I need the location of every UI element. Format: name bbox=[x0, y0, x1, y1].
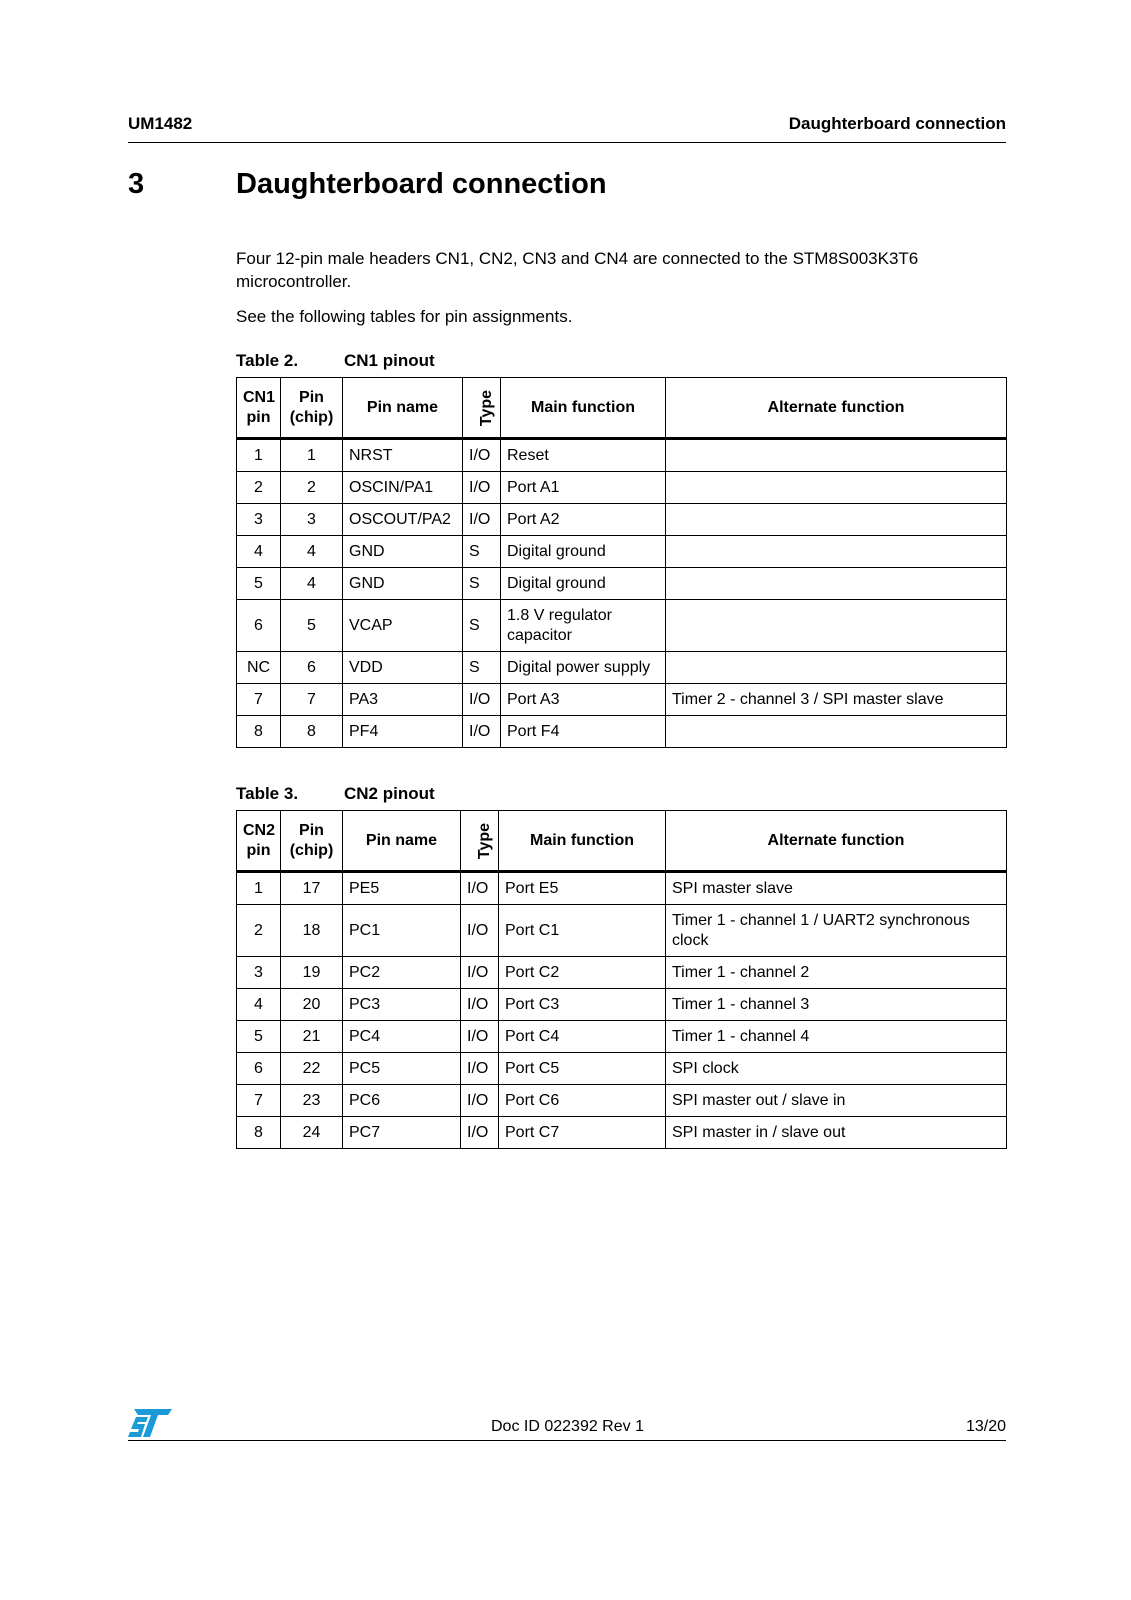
header-pin-chip: Pin (chip) bbox=[281, 378, 343, 439]
cell-main-function: Port C3 bbox=[499, 989, 666, 1021]
cell-main-function: Port C7 bbox=[499, 1117, 666, 1149]
cell-pin-name: NRST bbox=[343, 439, 463, 472]
cell-pin-name: PC4 bbox=[343, 1021, 461, 1053]
cell-pin-chip: 6 bbox=[281, 652, 343, 684]
table-header-row bbox=[237, 378, 1007, 439]
cell-main-function: Port A3 bbox=[501, 684, 666, 716]
table-caption-title: CN2 pinout bbox=[344, 784, 435, 803]
cell-cn-pin: 1 bbox=[237, 872, 281, 905]
header-type bbox=[463, 378, 501, 439]
cell-type: S bbox=[463, 600, 501, 652]
cell-pin-name: PC1 bbox=[343, 905, 461, 957]
table-caption-title: CN1 pinout bbox=[344, 351, 435, 370]
cell-pin-name: OSCIN/PA1 bbox=[343, 472, 463, 504]
table-row bbox=[237, 600, 1007, 652]
cn2-pinout-table bbox=[236, 810, 1007, 1149]
cell-type: I/O bbox=[461, 989, 499, 1021]
cell-type: I/O bbox=[463, 504, 501, 536]
cell-main-function: Digital power supply bbox=[501, 652, 666, 684]
cell-cn-pin: 3 bbox=[237, 957, 281, 989]
cell-cn-pin: 4 bbox=[237, 989, 281, 1021]
cell-pin-name: PC7 bbox=[343, 1117, 461, 1149]
cell-alternate-function: SPI master out / slave in bbox=[666, 1085, 1007, 1117]
cell-alternate-function bbox=[666, 600, 1007, 652]
cell-cn-pin: 2 bbox=[237, 472, 281, 504]
table-header-row bbox=[237, 811, 1007, 872]
header-type-label: Type bbox=[476, 822, 494, 859]
table-row bbox=[237, 872, 1007, 905]
cell-type: I/O bbox=[461, 1085, 499, 1117]
cell-alternate-function bbox=[666, 716, 1007, 748]
header-main-function: Main function bbox=[501, 378, 666, 439]
cell-type: I/O bbox=[461, 957, 499, 989]
header-main-function: Main function bbox=[499, 811, 666, 872]
cell-pin-name: GND bbox=[343, 568, 463, 600]
cell-pin-name: PE5 bbox=[343, 872, 461, 905]
cell-pin-name: VDD bbox=[343, 652, 463, 684]
cell-cn-pin: 2 bbox=[237, 905, 281, 957]
cell-pin-chip: 23 bbox=[281, 1085, 343, 1117]
cell-pin-chip: 2 bbox=[281, 472, 343, 504]
cell-alternate-function: Timer 1 - channel 3 bbox=[666, 989, 1007, 1021]
cell-type: I/O bbox=[463, 472, 501, 504]
table-caption-cn1 bbox=[236, 351, 435, 371]
table-row bbox=[237, 905, 1007, 957]
cell-pin-chip: 21 bbox=[281, 1021, 343, 1053]
table-row bbox=[237, 1021, 1007, 1053]
cell-cn-pin: 5 bbox=[237, 1021, 281, 1053]
header-alternate-function: Alternate function bbox=[666, 378, 1007, 439]
cell-pin-chip: 8 bbox=[281, 716, 343, 748]
cell-pin-chip: 18 bbox=[281, 905, 343, 957]
doc-id-text: Doc ID 022392 Rev 1 bbox=[491, 1418, 644, 1435]
cell-cn-pin: 5 bbox=[237, 568, 281, 600]
cell-pin-chip: 7 bbox=[281, 684, 343, 716]
header-alternate-function: Alternate function bbox=[666, 811, 1007, 872]
cell-cn-pin: NC bbox=[237, 652, 281, 684]
header-cn-pin: CN1 pin bbox=[237, 378, 281, 439]
table-row bbox=[237, 1117, 1007, 1149]
cell-alternate-function: SPI clock bbox=[666, 1053, 1007, 1085]
cell-alternate-function bbox=[666, 568, 1007, 600]
page-header bbox=[128, 110, 1006, 143]
header-cn-pin: CN2 pin bbox=[237, 811, 281, 872]
cell-main-function: Port F4 bbox=[501, 716, 666, 748]
cell-type: S bbox=[463, 568, 501, 600]
doc-id bbox=[0, 1418, 1131, 1436]
cell-type: I/O bbox=[461, 1021, 499, 1053]
cell-main-function: Port C4 bbox=[499, 1021, 666, 1053]
cell-main-function: Digital ground bbox=[501, 536, 666, 568]
table-caption-number: Table 2. bbox=[236, 351, 299, 370]
cell-main-function: 1.8 V regulator capacitor bbox=[501, 600, 666, 652]
cell-cn-pin: 7 bbox=[237, 1085, 281, 1117]
table-row bbox=[237, 989, 1007, 1021]
table-caption-number: Table 3. bbox=[236, 784, 299, 803]
cell-pin-name: GND bbox=[343, 536, 463, 568]
cell-type: I/O bbox=[461, 872, 499, 905]
intro-paragraph: Four 12-pin male headers CN1, CN2, CN3 and CN4 are connected to the STM8S003K3T6 microcontroller. bbox=[236, 249, 919, 291]
cell-alternate-function: SPI master in / slave out bbox=[666, 1117, 1007, 1149]
table-row bbox=[237, 536, 1007, 568]
cell-cn-pin: 8 bbox=[237, 1117, 281, 1149]
cell-main-function: Reset bbox=[501, 439, 666, 472]
cell-main-function: Port A2 bbox=[501, 504, 666, 536]
cell-pin-chip: 22 bbox=[281, 1053, 343, 1085]
cell-cn-pin: 8 bbox=[237, 716, 281, 748]
cell-main-function: Digital ground bbox=[501, 568, 666, 600]
cell-pin-chip: 19 bbox=[281, 957, 343, 989]
table-caption-cn2 bbox=[236, 784, 435, 804]
cell-main-function: Port A1 bbox=[501, 472, 666, 504]
cell-main-function: Port C1 bbox=[499, 905, 666, 957]
cell-cn-pin: 4 bbox=[237, 536, 281, 568]
cell-main-function: Port E5 bbox=[499, 872, 666, 905]
cell-pin-chip: 24 bbox=[281, 1117, 343, 1149]
cell-pin-name: PC2 bbox=[343, 957, 461, 989]
cn1-pinout-table bbox=[236, 377, 1007, 748]
table-row bbox=[237, 1085, 1007, 1117]
header-pin-chip: Pin (chip) bbox=[281, 811, 343, 872]
cell-pin-chip: 17 bbox=[281, 872, 343, 905]
cell-type: I/O bbox=[461, 1117, 499, 1149]
cell-pin-name: VCAP bbox=[343, 600, 463, 652]
section-title: Daughterboard connection bbox=[236, 168, 607, 200]
table-row bbox=[237, 568, 1007, 600]
header-type bbox=[461, 811, 499, 872]
cell-pin-name: PA3 bbox=[343, 684, 463, 716]
table-row bbox=[237, 472, 1007, 504]
cell-alternate-function: Timer 2 - channel 3 / SPI master slave bbox=[666, 684, 1007, 716]
table-row bbox=[237, 1053, 1007, 1085]
table-row bbox=[237, 439, 1007, 472]
section-number: 3 bbox=[128, 168, 145, 200]
table-row bbox=[237, 504, 1007, 536]
header-type-label: Type bbox=[478, 389, 496, 426]
cell-pin-name: OSCOUT/PA2 bbox=[343, 504, 463, 536]
cell-type: I/O bbox=[463, 439, 501, 472]
cell-alternate-function: Timer 1 - channel 1 / UART2 synchronous clock bbox=[666, 905, 1007, 957]
cell-pin-chip: 1 bbox=[281, 439, 343, 472]
cell-type: I/O bbox=[461, 905, 499, 957]
cell-alternate-function: Timer 1 - channel 4 bbox=[666, 1021, 1007, 1053]
cell-cn-pin: 3 bbox=[237, 504, 281, 536]
header-pin-name: Pin name bbox=[343, 811, 461, 872]
cell-main-function: Port C2 bbox=[499, 957, 666, 989]
cell-alternate-function bbox=[666, 536, 1007, 568]
cell-pin-name: PC6 bbox=[343, 1085, 461, 1117]
cell-pin-chip: 4 bbox=[281, 568, 343, 600]
cell-pin-name: PC3 bbox=[343, 989, 461, 1021]
cell-alternate-function bbox=[666, 504, 1007, 536]
cell-pin-chip: 4 bbox=[281, 536, 343, 568]
cell-type: I/O bbox=[461, 1053, 499, 1085]
cell-main-function: Port C6 bbox=[499, 1085, 666, 1117]
table-row bbox=[237, 652, 1007, 684]
header-pin-name: Pin name bbox=[343, 378, 463, 439]
cell-pin-name: PF4 bbox=[343, 716, 463, 748]
cell-pin-chip: 5 bbox=[281, 600, 343, 652]
see-tables-paragraph: See the following tables for pin assignments. bbox=[236, 307, 573, 326]
cell-cn-pin: 7 bbox=[237, 684, 281, 716]
cell-cn-pin: 6 bbox=[237, 600, 281, 652]
header-section-title: Daughterboard connection bbox=[788, 114, 1006, 133]
cell-alternate-function bbox=[666, 472, 1007, 504]
footer-rule bbox=[128, 1440, 1006, 1441]
cell-cn-pin: 1 bbox=[237, 439, 281, 472]
cell-type: I/O bbox=[463, 684, 501, 716]
cell-pin-chip: 20 bbox=[281, 989, 343, 1021]
cell-type: S bbox=[463, 536, 501, 568]
cell-alternate-function bbox=[666, 439, 1007, 472]
doc-code: UM1482 bbox=[128, 114, 193, 133]
table-row bbox=[237, 957, 1007, 989]
cell-cn-pin: 6 bbox=[237, 1053, 281, 1085]
cell-pin-chip: 3 bbox=[281, 504, 343, 536]
cell-pin-name: PC5 bbox=[343, 1053, 461, 1085]
cell-alternate-function: SPI master slave bbox=[666, 872, 1007, 905]
cell-alternate-function: Timer 1 - channel 2 bbox=[666, 957, 1007, 989]
cell-alternate-function bbox=[666, 652, 1007, 684]
table-row bbox=[237, 716, 1007, 748]
cell-type: I/O bbox=[463, 716, 501, 748]
cell-main-function: Port C5 bbox=[499, 1053, 666, 1085]
cell-type: S bbox=[463, 652, 501, 684]
table-row bbox=[237, 684, 1007, 716]
page-number: 13/20 bbox=[965, 1418, 1006, 1435]
